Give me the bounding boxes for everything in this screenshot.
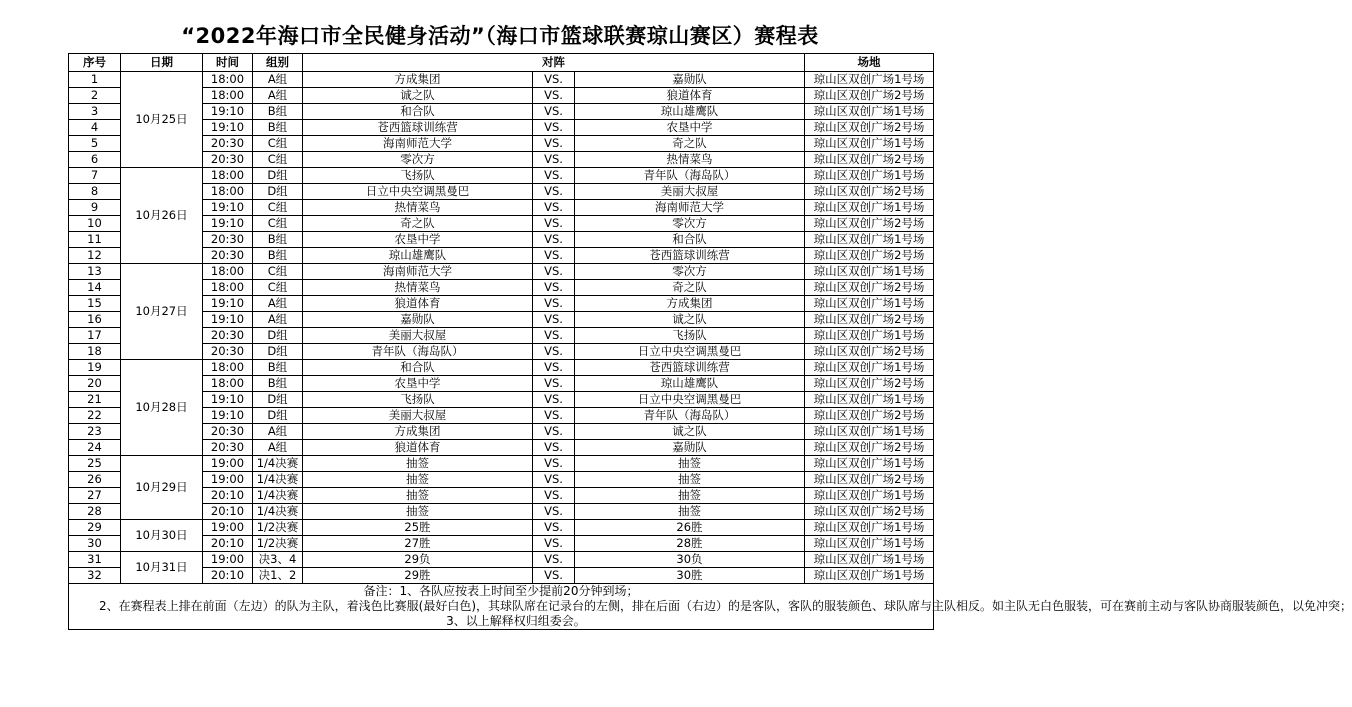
header-match: 对阵 (303, 54, 805, 72)
venue-cell: 琼山区双创广场1号场 (805, 424, 934, 440)
away-team-cell: 28胜 (575, 536, 805, 552)
venue-cell: 琼山区双创广场2号场 (805, 280, 934, 296)
away-team-cell: 26胜 (575, 520, 805, 536)
away-team-cell: 美丽大叔屋 (575, 184, 805, 200)
home-team-cell: 抽签 (303, 472, 533, 488)
home-team-cell: 农垦中学 (303, 232, 533, 248)
vs-cell: VS. (533, 280, 575, 296)
group-cell: 1/4决赛 (253, 472, 303, 488)
seq-cell: 20 (69, 376, 121, 392)
table-row (69, 264, 934, 280)
venue-cell: 琼山区双创广场1号场 (805, 104, 934, 120)
vs-cell: VS. (533, 88, 575, 104)
vs-cell: VS. (533, 248, 575, 264)
venue-cell: 琼山区双创广场2号场 (805, 248, 934, 264)
home-team-cell: 农垦中学 (303, 376, 533, 392)
home-team-cell: 方成集团 (303, 424, 533, 440)
vs-cell: VS. (533, 568, 575, 584)
venue-cell: 琼山区双创广场1号场 (805, 488, 934, 504)
header-time: 时间 (203, 54, 253, 72)
seq-cell: 6 (69, 152, 121, 168)
time-cell: 19:00 (203, 552, 253, 568)
time-cell: 20:10 (203, 488, 253, 504)
away-team-cell: 嘉勋队 (575, 440, 805, 456)
table-row (69, 552, 934, 568)
time-cell: 18:00 (203, 360, 253, 376)
time-cell: 19:10 (203, 120, 253, 136)
vs-cell: VS. (533, 232, 575, 248)
seq-cell: 17 (69, 328, 121, 344)
group-cell: D组 (253, 184, 303, 200)
group-cell: C组 (253, 264, 303, 280)
time-cell: 18:00 (203, 184, 253, 200)
away-team-cell: 抽签 (575, 488, 805, 504)
time-cell: 19:10 (203, 392, 253, 408)
time-cell: 20:30 (203, 248, 253, 264)
seq-cell: 29 (69, 520, 121, 536)
seq-cell: 4 (69, 120, 121, 136)
venue-cell: 琼山区双创广场1号场 (805, 568, 934, 584)
notes-cell (69, 584, 1352, 630)
away-team-cell: 奇之队 (575, 280, 805, 296)
date-cell: 10月30日 (121, 520, 203, 552)
time-cell: 18:00 (203, 264, 253, 280)
home-team-cell: 27胜 (303, 536, 533, 552)
seq-cell: 3 (69, 104, 121, 120)
away-team-cell: 日立中央空调黑曼巴 (575, 344, 805, 360)
time-cell: 20:10 (203, 504, 253, 520)
away-team-cell: 和合队 (575, 232, 805, 248)
seq-cell: 32 (69, 568, 121, 584)
vs-cell: VS. (533, 408, 575, 424)
note-line-1: 备注：1、各队应按表上时间至少提前20分钟到场； (363, 584, 639, 598)
seq-cell: 24 (69, 440, 121, 456)
away-team-cell: 苍西篮球训练营 (575, 248, 805, 264)
home-team-cell: 热情菜鸟 (303, 200, 533, 216)
venue-cell: 琼山区双创广场1号场 (805, 296, 934, 312)
seq-cell: 31 (69, 552, 121, 568)
home-team-cell: 零次方 (303, 152, 533, 168)
away-team-cell: 30负 (575, 552, 805, 568)
date-cell: 10月29日 (121, 456, 203, 520)
home-team-cell: 抽签 (303, 504, 533, 520)
schedule-body (69, 72, 934, 584)
group-cell: B组 (253, 104, 303, 120)
home-team-cell: 和合队 (303, 104, 533, 120)
time-cell: 19:10 (203, 216, 253, 232)
seq-cell: 7 (69, 168, 121, 184)
seq-cell: 22 (69, 408, 121, 424)
group-cell: D组 (253, 344, 303, 360)
venue-cell: 琼山区双创广场1号场 (805, 392, 934, 408)
table-row (69, 520, 934, 536)
group-cell: C组 (253, 200, 303, 216)
home-team-cell: 抽签 (303, 488, 533, 504)
header-venue: 场地 (805, 54, 934, 72)
group-cell: C组 (253, 136, 303, 152)
away-team-cell: 30胜 (575, 568, 805, 584)
vs-cell: VS. (533, 168, 575, 184)
group-cell: B组 (253, 120, 303, 136)
header-date: 日期 (121, 54, 203, 72)
time-cell: 18:00 (203, 72, 253, 88)
date-cell: 10月31日 (121, 552, 203, 584)
venue-cell: 琼山区双创广场2号场 (805, 408, 934, 424)
away-team-cell: 诚之队 (575, 424, 805, 440)
group-cell: 1/4决赛 (253, 504, 303, 520)
venue-cell: 琼山区双创广场1号场 (805, 360, 934, 376)
home-team-cell: 诚之队 (303, 88, 533, 104)
venue-cell: 琼山区双创广场2号场 (805, 216, 934, 232)
seq-cell: 15 (69, 296, 121, 312)
time-cell: 20:30 (203, 152, 253, 168)
venue-cell: 琼山区双创广场1号场 (805, 520, 934, 536)
time-cell: 19:00 (203, 520, 253, 536)
vs-cell: VS. (533, 200, 575, 216)
group-cell: B组 (253, 376, 303, 392)
group-cell: 决3、4 (253, 552, 303, 568)
time-cell: 20:30 (203, 344, 253, 360)
group-cell: A组 (253, 296, 303, 312)
home-team-cell: 29负 (303, 552, 533, 568)
note-line-3: 3、以上解释权归组委会。 (446, 614, 586, 628)
group-cell: A组 (253, 72, 303, 88)
away-team-cell: 方成集团 (575, 296, 805, 312)
home-team-cell: 29胜 (303, 568, 533, 584)
vs-cell: VS. (533, 552, 575, 568)
away-team-cell: 青年队（海岛队） (575, 408, 805, 424)
group-cell: 1/2决赛 (253, 536, 303, 552)
group-cell: C组 (253, 280, 303, 296)
away-team-cell: 琼山雄鹰队 (575, 376, 805, 392)
venue-cell: 琼山区双创广场1号场 (805, 168, 934, 184)
away-team-cell: 抽签 (575, 456, 805, 472)
home-team-cell: 奇之队 (303, 216, 533, 232)
away-team-cell: 零次方 (575, 264, 805, 280)
group-cell: B组 (253, 248, 303, 264)
vs-cell: VS. (533, 360, 575, 376)
header-seq: 序号 (69, 54, 121, 72)
group-cell: 1/4决赛 (253, 488, 303, 504)
time-cell: 20:30 (203, 440, 253, 456)
date-cell: 10月25日 (121, 72, 203, 168)
vs-cell: VS. (533, 440, 575, 456)
away-team-cell: 飞扬队 (575, 328, 805, 344)
vs-cell: VS. (533, 376, 575, 392)
home-team-cell: 飞扬队 (303, 168, 533, 184)
away-team-cell: 嘉勋队 (575, 72, 805, 88)
venue-cell: 琼山区双创广场1号场 (805, 72, 934, 88)
vs-cell: VS. (533, 136, 575, 152)
time-cell: 18:00 (203, 280, 253, 296)
vs-cell: VS. (533, 216, 575, 232)
seq-cell: 14 (69, 280, 121, 296)
time-cell: 20:10 (203, 536, 253, 552)
venue-cell: 琼山区双创广场1号场 (805, 328, 934, 344)
away-team-cell: 苍西篮球训练营 (575, 360, 805, 376)
group-cell: A组 (253, 88, 303, 104)
venue-cell: 琼山区双创广场1号场 (805, 136, 934, 152)
home-team-cell: 苍西篮球训练营 (303, 120, 533, 136)
time-cell: 19:10 (203, 408, 253, 424)
seq-cell: 10 (69, 216, 121, 232)
group-cell: D组 (253, 168, 303, 184)
seq-cell: 5 (69, 136, 121, 152)
away-team-cell: 零次方 (575, 216, 805, 232)
time-cell: 18:00 (203, 168, 253, 184)
header-group: 组别 (253, 54, 303, 72)
away-team-cell: 热情菜鸟 (575, 152, 805, 168)
date-cell: 10月28日 (121, 360, 203, 456)
venue-cell: 琼山区双创广场1号场 (805, 552, 934, 568)
group-cell: C组 (253, 152, 303, 168)
time-cell: 20:30 (203, 136, 253, 152)
group-cell: B组 (253, 232, 303, 248)
away-team-cell: 抽签 (575, 472, 805, 488)
home-team-cell: 狼道体育 (303, 440, 533, 456)
vs-cell: VS. (533, 296, 575, 312)
seq-cell: 21 (69, 392, 121, 408)
group-cell: D组 (253, 392, 303, 408)
seq-cell: 18 (69, 344, 121, 360)
table-row (69, 168, 934, 184)
home-team-cell: 青年队（海岛队） (303, 344, 533, 360)
home-team-cell: 25胜 (303, 520, 533, 536)
vs-cell: VS. (533, 536, 575, 552)
group-cell: A组 (253, 312, 303, 328)
seq-cell: 9 (69, 200, 121, 216)
time-cell: 20:30 (203, 328, 253, 344)
home-team-cell: 抽签 (303, 456, 533, 472)
note-line-2: 2、在赛程表上排在前面（左边）的队为主队，着浅色比赛服(最好白色)，其球队席在记录台的左侧，排在后面（右边）的是客队，客队的服装颜色、球队席与主队相反。如主队无白色服装，可在赛前主动与客队协商服装颜色，以免冲突； (99, 599, 1352, 613)
seq-cell: 8 (69, 184, 121, 200)
group-cell: D组 (253, 408, 303, 424)
away-team-cell: 日立中央空调黑曼巴 (575, 392, 805, 408)
seq-cell: 26 (69, 472, 121, 488)
table-row (69, 72, 934, 88)
vs-cell: VS. (533, 344, 575, 360)
seq-cell: 30 (69, 536, 121, 552)
away-team-cell: 奇之队 (575, 136, 805, 152)
venue-cell: 琼山区双创广场1号场 (805, 232, 934, 248)
seq-cell: 16 (69, 312, 121, 328)
date-cell: 10月27日 (121, 264, 203, 360)
venue-cell: 琼山区双创广场2号场 (805, 344, 934, 360)
seq-cell: 12 (69, 248, 121, 264)
home-team-cell: 日立中央空调黑曼巴 (303, 184, 533, 200)
time-cell: 19:00 (203, 456, 253, 472)
away-team-cell: 农垦中学 (575, 120, 805, 136)
seq-cell: 1 (69, 72, 121, 88)
venue-cell: 琼山区双创广场1号场 (805, 456, 934, 472)
away-team-cell: 琼山雄鹰队 (575, 104, 805, 120)
venue-cell: 琼山区双创广场2号场 (805, 120, 934, 136)
venue-cell: 琼山区双创广场1号场 (805, 536, 934, 552)
away-team-cell: 抽签 (575, 504, 805, 520)
venue-cell: 琼山区双创广场1号场 (805, 264, 934, 280)
group-cell: A组 (253, 424, 303, 440)
vs-cell: VS. (533, 392, 575, 408)
away-team-cell: 诚之队 (575, 312, 805, 328)
venue-cell: 琼山区双创广场2号场 (805, 184, 934, 200)
vs-cell: VS. (533, 328, 575, 344)
vs-cell: VS. (533, 152, 575, 168)
home-team-cell: 飞扬队 (303, 392, 533, 408)
venue-cell: 琼山区双创广场2号场 (805, 376, 934, 392)
seq-cell: 19 (69, 360, 121, 376)
home-team-cell: 美丽大叔屋 (303, 328, 533, 344)
away-team-cell: 狼道体育 (575, 88, 805, 104)
seq-cell: 2 (69, 88, 121, 104)
table-row (69, 360, 934, 376)
table-row (69, 456, 934, 472)
venue-cell: 琼山区双创广场2号场 (805, 472, 934, 488)
time-cell: 19:00 (203, 472, 253, 488)
vs-cell: VS. (533, 264, 575, 280)
seq-cell: 13 (69, 264, 121, 280)
venue-cell: 琼山区双创广场2号场 (805, 312, 934, 328)
group-cell: 1/4决赛 (253, 456, 303, 472)
home-team-cell: 狼道体育 (303, 296, 533, 312)
page-title: “2022年海口市全民健身活动”（海口市篮球联赛琼山赛区）赛程表 (181, 24, 819, 48)
group-cell: C组 (253, 216, 303, 232)
vs-cell: VS. (533, 72, 575, 88)
group-cell: A组 (253, 440, 303, 456)
venue-cell: 琼山区双创广场2号场 (805, 504, 934, 520)
group-cell: 决1、2 (253, 568, 303, 584)
seq-cell: 27 (69, 488, 121, 504)
seq-cell: 11 (69, 232, 121, 248)
venue-cell: 琼山区双创广场2号场 (805, 440, 934, 456)
time-cell: 20:30 (203, 424, 253, 440)
vs-cell: VS. (533, 520, 575, 536)
venue-cell: 琼山区双创广场1号场 (805, 200, 934, 216)
time-cell: 19:10 (203, 312, 253, 328)
home-team-cell: 热情菜鸟 (303, 280, 533, 296)
home-team-cell: 海南师范大学 (303, 136, 533, 152)
home-team-cell: 和合队 (303, 360, 533, 376)
seq-cell: 23 (69, 424, 121, 440)
home-team-cell: 美丽大叔屋 (303, 408, 533, 424)
time-cell: 18:00 (203, 88, 253, 104)
home-team-cell: 方成集团 (303, 72, 533, 88)
vs-cell: VS. (533, 184, 575, 200)
vs-cell: VS. (533, 504, 575, 520)
time-cell: 20:30 (203, 232, 253, 248)
seq-cell: 28 (69, 504, 121, 520)
group-cell: B组 (253, 360, 303, 376)
vs-cell: VS. (533, 472, 575, 488)
group-cell: 1/2决赛 (253, 520, 303, 536)
vs-cell: VS. (533, 120, 575, 136)
time-cell: 19:10 (203, 200, 253, 216)
away-team-cell: 海南师范大学 (575, 200, 805, 216)
notes-row (69, 584, 934, 630)
header-row (69, 54, 934, 72)
schedule-table (68, 53, 1352, 630)
time-cell: 19:10 (203, 104, 253, 120)
time-cell: 20:10 (203, 568, 253, 584)
time-cell: 19:10 (203, 296, 253, 312)
vs-cell: VS. (533, 424, 575, 440)
venue-cell: 琼山区双创广场2号场 (805, 152, 934, 168)
group-cell: D组 (253, 328, 303, 344)
vs-cell: VS. (533, 488, 575, 504)
time-cell: 18:00 (203, 376, 253, 392)
vs-cell: VS. (533, 312, 575, 328)
venue-cell: 琼山区双创广场2号场 (805, 88, 934, 104)
date-cell: 10月26日 (121, 168, 203, 264)
home-team-cell: 嘉勋队 (303, 312, 533, 328)
home-team-cell: 琼山雄鹰队 (303, 248, 533, 264)
away-team-cell: 青年队（海岛队） (575, 168, 805, 184)
seq-cell: 25 (69, 456, 121, 472)
vs-cell: VS. (533, 104, 575, 120)
home-team-cell: 海南师范大学 (303, 264, 533, 280)
vs-cell: VS. (533, 456, 575, 472)
